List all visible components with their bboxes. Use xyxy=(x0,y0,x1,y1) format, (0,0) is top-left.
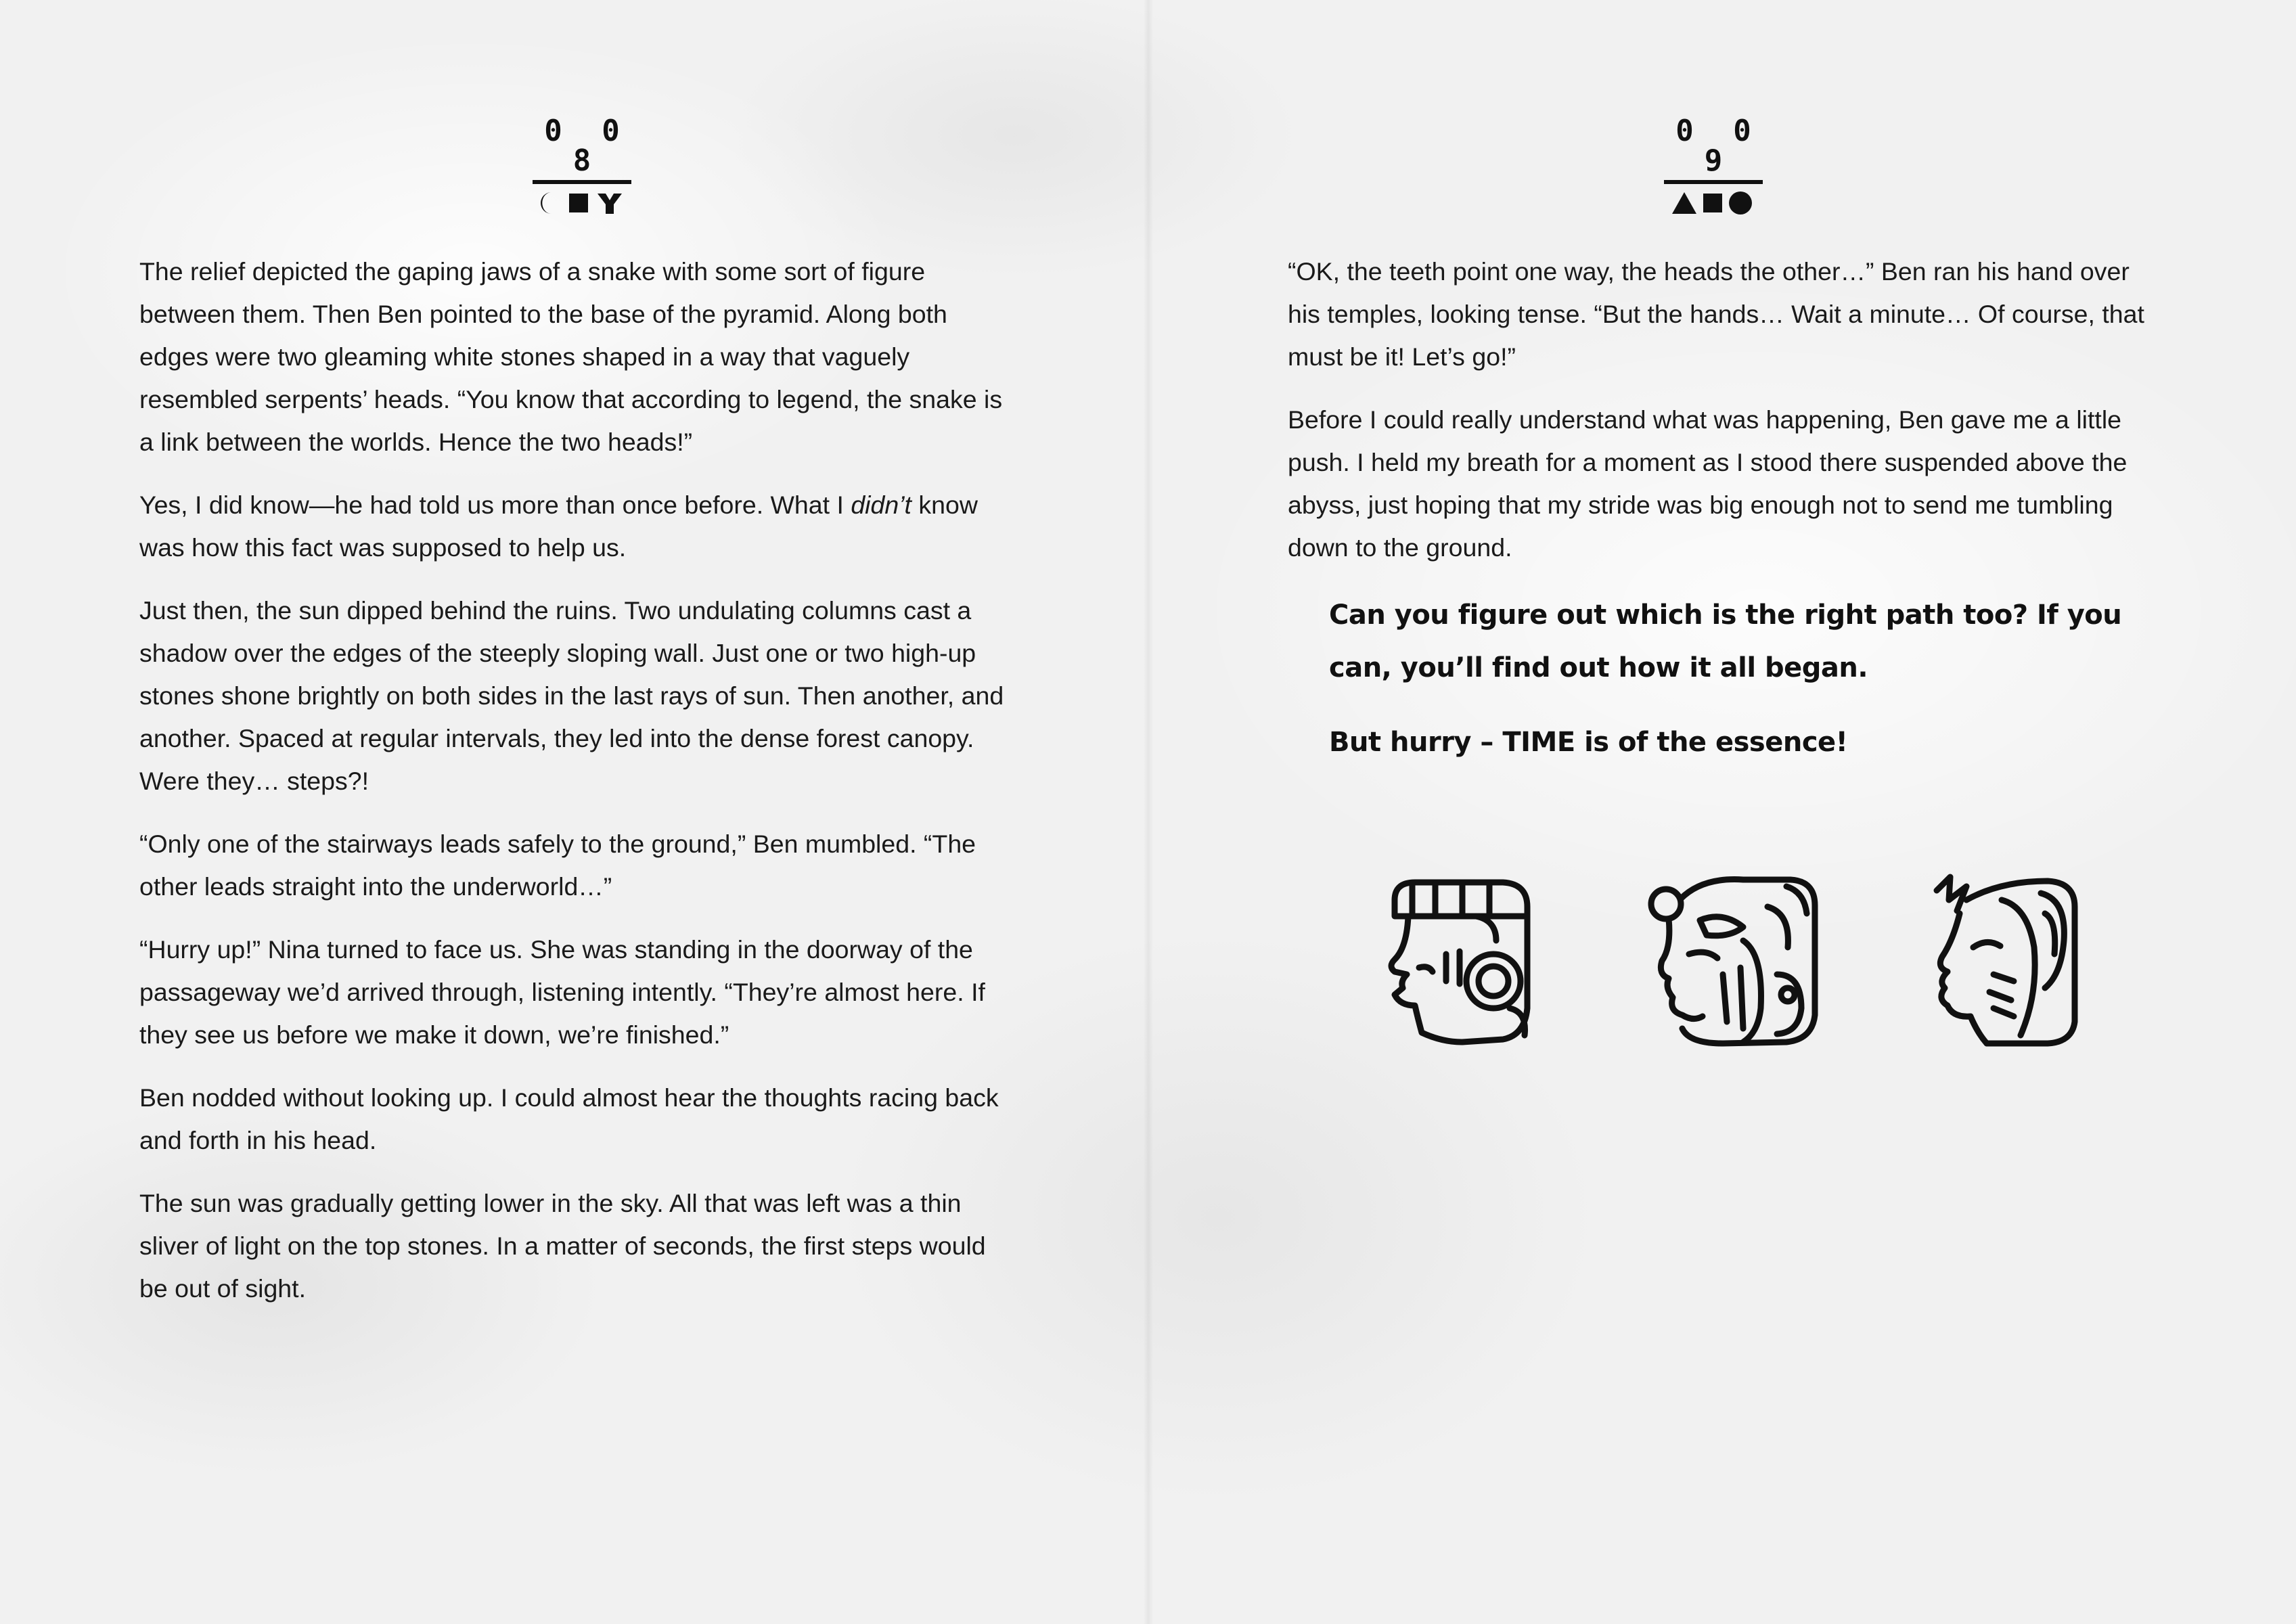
y-shape-icon xyxy=(598,194,622,214)
left-page-number: 0 0 8 xyxy=(544,114,631,178)
mayan-head-glyph-3-icon[interactable] xyxy=(1912,873,2088,1049)
paragraph: Before I could really understand what was happening, Ben gave me a little push. I held my breath for a moment as I stood there suspended above the abyss, just hoping that my stride was big enough not to send me tumbling down to the ground. xyxy=(1288,405,2128,562)
paragraph: The sun was gradually getting lower in the sky. All that was left was a thin sliver of light on the top stones. In a matter of seconds, the first steps would be out of sight. xyxy=(139,1189,986,1303)
circle-icon xyxy=(1729,191,1752,215)
paragraph: Just then, the sun dipped behind the ruins. Two undulating columns cast a shadow over the edges of the steeply sloping wall. Just one or two high-up stones shone brightly on both sides in the last rays of sun. Then another, and another. Spaced at regular intervals, they led into the dense forest canopy. Were they… steps?! xyxy=(139,596,1004,795)
triangle-icon xyxy=(1672,192,1696,214)
paragraph: “Only one of the stairways leads safely to the ground,” Ben mumbled. “The other leads straight into the underworld…” xyxy=(139,830,976,901)
challenge-question: Can you figure out which is the right path too? If you can, you’ll find out how it all began. xyxy=(1329,600,2122,683)
mayan-glyph-row xyxy=(1148,873,2296,1056)
folio-rule xyxy=(533,180,631,184)
crescent-icon xyxy=(541,192,552,214)
right-page-number: 0 0 9 xyxy=(1675,114,1762,178)
paragraph xyxy=(139,484,1012,569)
square-icon xyxy=(1703,194,1722,212)
paragraph-text: know was how this fact was supposed to help us. xyxy=(139,491,978,562)
right-page xyxy=(1148,0,2296,1624)
folio-rule xyxy=(1664,180,1763,184)
mayan-head-glyph-2-icon[interactable] xyxy=(1642,873,1824,1049)
square-icon xyxy=(569,194,588,212)
paragraph-text: Yes, I did know—he had told us more than once before. What I xyxy=(139,491,851,519)
right-folio xyxy=(1663,116,1764,217)
left-folio xyxy=(531,116,633,217)
right-body-text xyxy=(1288,250,2161,589)
left-folio-glyphs xyxy=(531,189,633,217)
emphasis-text: didn’t xyxy=(851,491,911,519)
paragraph: Ben nodded without looking up. I could almost hear the thoughts racing back and forth in his head. xyxy=(139,1083,999,1154)
mayan-head-glyph-1-icon[interactable] xyxy=(1368,873,1544,1049)
left-body-text xyxy=(139,250,1012,1330)
right-folio-glyphs xyxy=(1663,189,1764,217)
paragraph: “Hurry up!” Nina turned to face us. She was standing in the doorway of the passageway we’d arrived through, listening intently. “They’re almost here. If they see us before we make it down, we’re finished.” xyxy=(139,935,985,1049)
challenge-urgency: But hurry – TIME is of the essence! xyxy=(1329,727,1848,758)
reader-challenge xyxy=(1329,589,2161,790)
paragraph: “OK, the teeth point one way, the heads the other…” Ben ran his hand over his temples, looking tense. “But the hands… Wait a minute… Of course, that must be it! Let’s go!” xyxy=(1288,257,2144,371)
paragraph: The relief depicted the gaping jaws of a snake with some sort of figure between them. Then Ben pointed to the base of the pyramid. Along both edges were two gleaming white stones shaped in a way that vaguely resembled serpents’ heads. “You know that according to legend, the snake is a link between the worlds. Hence the two heads!” xyxy=(139,257,1003,456)
